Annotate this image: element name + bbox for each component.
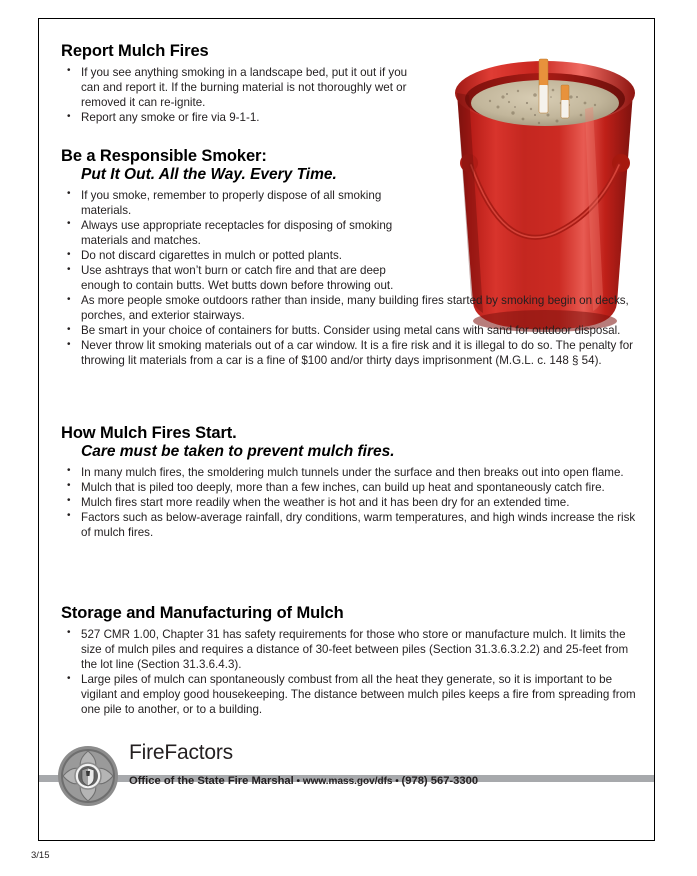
footer-website[interactable]: www.mass.gov/dfs xyxy=(302,776,393,787)
page-content xyxy=(39,19,654,840)
document-page xyxy=(38,18,655,841)
maltese-cross-icon xyxy=(57,745,119,807)
section-responsible-smoker xyxy=(61,147,636,369)
bullet-list xyxy=(61,627,636,717)
footer-contact-line xyxy=(129,775,478,787)
list-item: • Be smart in your choice of containers for butts. Consider using metal cans with sand for outdoor disposal. xyxy=(61,323,655,338)
section-how-mulch-fires-start xyxy=(61,424,636,540)
section-subheading: Put It Out. All the Way. Every Time. xyxy=(81,165,337,183)
section-storage-and-manufacturing xyxy=(61,604,636,717)
section-heading: Report Mulch Fires xyxy=(61,42,209,60)
section-heading: How Mulch Fires Start. xyxy=(61,424,237,442)
list-item: • As more people smoke outdoors rather than inside, many building fires started by smoking begin on decks, porches, and exterior stairways. xyxy=(61,293,655,323)
list-item: • Mulch that is piled too deeply, more than a few inches, can build up heat and spontaneously catch fire. xyxy=(61,480,636,495)
list-item: • Factors such as below-average rainfall, dry conditions, warm temperatures, and high winds increase the risk of mulch fires. xyxy=(61,510,636,540)
list-item: • In many mulch fires, the smoldering mulch tunnels under the surface and then breaks out into open flame. xyxy=(61,465,636,480)
bullet-list xyxy=(61,188,636,369)
section-report-mulch-fires xyxy=(61,42,421,125)
fire-badge-logo xyxy=(57,745,119,807)
section-heading: Storage and Manufacturing of Mulch xyxy=(61,604,344,622)
list-item: • Mulch fires start more readily when the weather is hot and it has been dry for an extended time. xyxy=(61,495,636,510)
footer-phone: (978) 567-3300 xyxy=(401,775,479,787)
list-item: • Never throw lit smoking materials out of a car window. It is a fire risk and it is illegal to do so. The penalty for throwing lit materials from a car is a fine of $100 and/or thirty days imprisonment (M.G.L. c. 148 § 54). xyxy=(61,338,655,368)
page-footer xyxy=(39,742,655,818)
list-item: • Use ashtrays that won’t burn or catch fire and that are deep enough to contain butts. Wet butts down before throwing out. xyxy=(61,263,419,293)
list-item: • Large piles of mulch can spontaneously combust from all the heat they generate, so it is important to be vigilant and employ good housekeeping. The distance between mulch piles keeps a fire from spreading from one pile to another, or to a building. xyxy=(61,672,636,717)
bullet-list xyxy=(61,65,421,125)
footer-branding xyxy=(129,742,478,787)
list-item: • If you smoke, remember to properly dispose of all smoking materials. xyxy=(61,188,419,218)
cigarette-2 xyxy=(561,85,569,118)
list-item: • 527 CMR 1.00, Chapter 31 has safety requirements for those who store or manufacture mulch. It limits the size of mulch piles and requires a distance of 30-feet between piles (Section 31.3.6.3.2.2) and 25-feet from the lot line (Section 31.3.6.4.3). xyxy=(61,627,636,672)
section-subheading: Care must be taken to prevent mulch fires. xyxy=(81,442,395,460)
page-number-label: 3/15 xyxy=(31,850,50,861)
section-heading: Be a Responsible Smoker: xyxy=(61,147,267,165)
brand-name: FireFactors xyxy=(129,742,239,763)
list-item: • Report any smoke or fire via 9-1-1. xyxy=(61,110,421,125)
list-item: • Do not discard cigarettes in mulch or potted plants. xyxy=(61,248,419,263)
list-item: • If you see anything smoking in a landscape bed, put it out if you can and report it. If the burning material is not thoroughly wet or removed it can re-ignite. xyxy=(61,65,421,110)
footer-agency: Office of the State Fire Marshal xyxy=(129,775,294,787)
bullet-list xyxy=(61,465,636,540)
list-item: • Always use appropriate receptacles for disposing of smoking materials and matches. xyxy=(61,218,419,248)
cigarette-1 xyxy=(539,59,548,113)
footer-separator-2: • xyxy=(392,776,402,787)
footer-separator-1: • xyxy=(293,776,303,787)
